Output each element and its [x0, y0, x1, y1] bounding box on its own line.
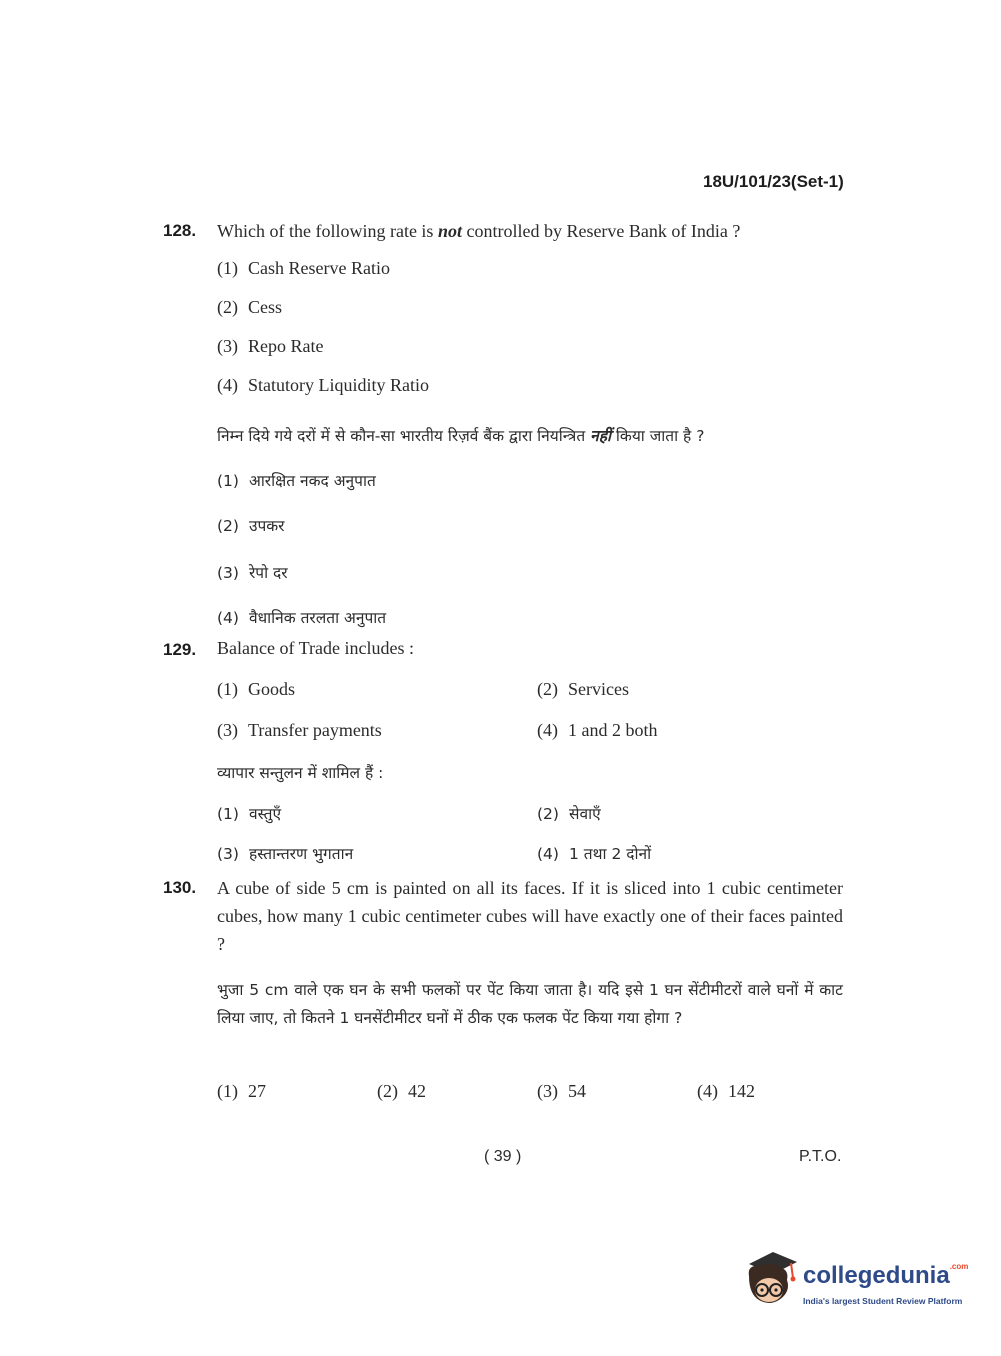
- question-129-hindi: व्यापार सन्तुलन में शामिल हैं :: [217, 764, 384, 782]
- q128-option-4-hi: (4) वैधानिक तरलता अनुपात: [217, 609, 387, 627]
- q130-option-2: (2) 42: [377, 1081, 426, 1101]
- q128-option-4-en: (4) Statutory Liquidity Ratio: [217, 375, 429, 395]
- q128-option-3-en: (3) Repo Rate: [217, 336, 324, 356]
- q128-option-1-en: (1) Cash Reserve Ratio: [217, 258, 390, 278]
- page-number: ( 39 ): [484, 1148, 522, 1165]
- question-128-number: 128.: [163, 221, 197, 240]
- question-129-text: Balance of Trade includes :: [217, 638, 414, 658]
- q128-option-2-en: (2) Cess: [217, 297, 283, 317]
- paper-code: 18U/101/23(Set-1): [703, 172, 844, 191]
- q129-option-1-hi: (1) वस्तुएँ: [217, 805, 282, 823]
- q130-option-1: (1) 27: [217, 1081, 266, 1101]
- q128-option-2-hi: (2) उपकर: [217, 517, 285, 535]
- question-130-number: 130.: [163, 878, 197, 897]
- question-129-number: 129.: [163, 640, 197, 659]
- q129-option-3-hi: (3) हस्तान्तरण भुगतान: [217, 845, 354, 863]
- q130-option-3: (3) 54: [537, 1081, 586, 1101]
- brand-name: collegedunia$^{.com}$: [803, 1262, 969, 1289]
- q128-option-1-hi: (1) आरक्षित नकद अनुपात: [217, 472, 376, 490]
- pto-label: P.T.O.: [799, 1148, 842, 1165]
- brand-tagline: India's largest Student Review Platform: [803, 1296, 963, 1306]
- q129-option-4-hi: (4) 1 तथा 2 दोनों: [537, 845, 652, 863]
- q129-option-1-en: (1) Goods: [217, 679, 296, 699]
- question-130-hindi: भुजा 5 cm वाले एक घन के सभी फलकों पर पेंट किया जाता है। यदि इसे 1 घन सेंटीमीटरों वाले घनों में काट लिया जाए, तो कितने 1 घनसेंटीमीटर घनों में ठीक एक फलक पेंट किया गया होगा ?: [217, 981, 843, 1027]
- collegedunia-watermark: [741, 1248, 971, 1318]
- question-128-hindi: निम्न दिये गये दरों में से कौन-सा भारतीय रिज़र्व बैंक द्वारा नियन्त्रित नहीं किया जाता है ?: [217, 427, 705, 445]
- q129-option-3-en: (3) Transfer payments: [217, 720, 382, 740]
- mascot-icon: [741, 1248, 801, 1314]
- q128-option-3-hi: (3) रेपो दर: [217, 564, 288, 582]
- question-128-text: Which of the following rate is not controlled by Reserve Bank of India ?: [217, 221, 741, 241]
- q129-option-2-en: (2) Services: [537, 679, 629, 699]
- q129-option-4-en: (4) 1 and 2 both: [537, 720, 658, 740]
- q130-option-4: (4) 142: [697, 1081, 755, 1101]
- question-130-text: A cube of side 5 cm is painted on all its faces. If it is sliced into 1 cubic centimeter cubes, how many 1 cubic centimeter cubes will have exactly one of their faces painted ?: [217, 878, 843, 954]
- q129-option-2-hi: (2) सेवाएँ: [537, 805, 601, 823]
